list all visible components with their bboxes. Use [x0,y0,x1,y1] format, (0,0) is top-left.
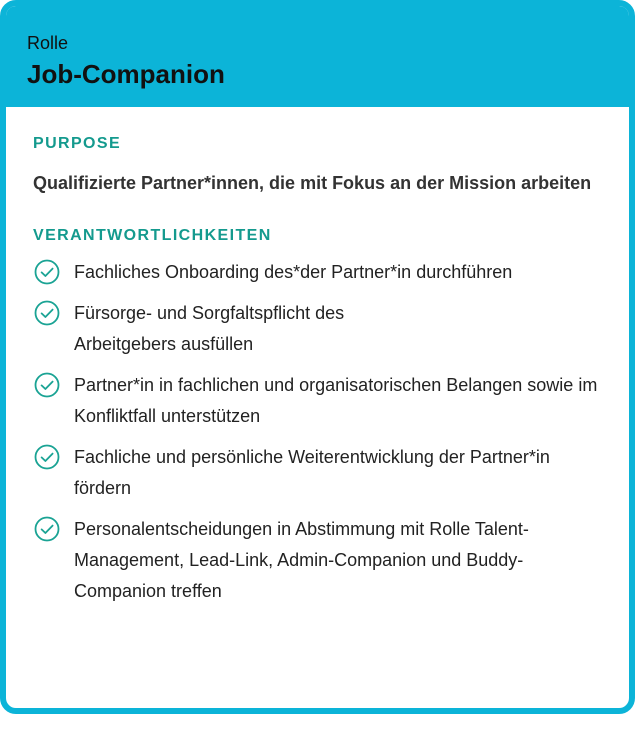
list-item-text: Fachliche und persönliche Weiterentwicklung der Partner*in fördern [74,447,550,498]
card-body [6,133,629,607]
list-item-text: Partner*in in fachlichen und organisatorischen Belangen sowie im Konfliktfall unterstützen [74,375,598,426]
check-circle-icon [34,300,60,326]
role-kicker: Rolle [27,33,69,53]
list-item [33,298,602,360]
check-circle-icon [34,444,60,470]
list-item-text: Fürsorge- und Sorgfaltspflicht des Arbeitgebers ausfüllen [74,303,345,354]
check-circle-icon [34,372,60,398]
list-item [33,370,602,432]
responsibilities-label: VERANTWORTLICHKEITEN [33,227,272,244]
list-item [33,257,602,288]
list-item [33,442,602,504]
check-circle-icon [34,516,60,542]
check-circle-icon [34,259,60,285]
card-header [6,6,629,107]
list-item [33,514,602,607]
role-title: Job-Companion [27,59,225,89]
responsibilities-list [33,257,602,607]
list-item-text: Fachliches Onboarding des*der Partner*in durchführen [74,262,513,282]
purpose-text: Qualifizierte Partner*innen, die mit Fokus an der Mission arbeiten [33,173,592,193]
list-item-text: Personalentscheidungen in Abstimmung mit Rolle Talent-Management, Lead-Link, Admin-Companion und Buddy-Companion treffen [74,519,529,601]
purpose-label: PURPOSE [33,135,122,152]
